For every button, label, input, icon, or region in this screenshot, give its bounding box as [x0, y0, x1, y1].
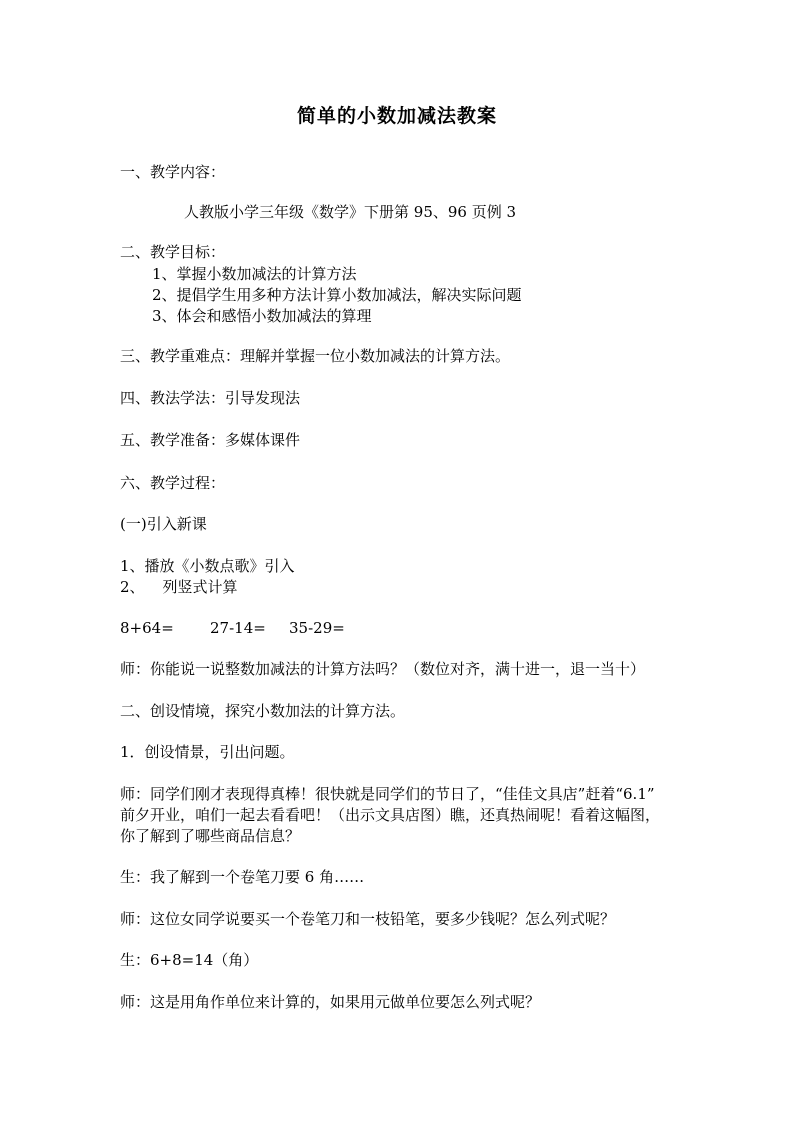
content-text: 人教版小学三年级《数学》下册第 95、96 页例 3 [184, 203, 517, 221]
calc-1: 8+64= [120, 619, 174, 637]
teacher-paragraph-line-2: 前夕开业，咱们一起去看看吧！（出示文具店图）瞧，还真热闹呢！看着这幅图， [120, 806, 661, 824]
key-points: 三、教学重难点：理解并掌握一位小数加减法的计算方法。 [120, 347, 511, 365]
teacher-question-1: 师：你能说一说整数加减法的计算方法吗？（数位对齐，满十进一，退一当十） [120, 660, 646, 678]
calc-2: 27-14= [210, 619, 266, 637]
goals-heading: 二、教学目标： [120, 243, 226, 261]
intro-step-2-number: 2、 [120, 578, 145, 596]
teaching-preparation: 五、教学准备：多媒体课件 [120, 431, 301, 449]
teaching-methods: 四、教法学法：引导发现法 [120, 389, 301, 407]
teacher-paragraph-line-1: 师：同学们刚才表现得真棒！很快就是同学们的节日了，“佳佳文具店”赶着“6.1” [120, 785, 655, 803]
teacher-paragraph-line-3: 你了解到了哪些商品信息？ [120, 827, 301, 845]
intro-step-2 [120, 577, 238, 597]
calc-3: 35-29= [289, 619, 345, 637]
teacher-question-3: 师：这是用角作单位来计算的，如果用元做单位要怎么列式呢？ [120, 993, 541, 1011]
student-answer-2: 生：6+8=14（角） [120, 951, 259, 969]
document-title: 简单的小数加减法教案 [296, 105, 497, 127]
goal-item-3: 3、体会和感悟小数加减法的算理 [152, 307, 372, 325]
intro-step-2-text: 列竖式计算 [162, 578, 238, 596]
teacher-question-2: 师：这位女同学说要买一个卷笔刀和一枝铅笔，要多少钱呢？怎么列式呢？ [120, 910, 616, 928]
goal-item-2: 2、提倡学生用多种方法计算小数加减法，解决实际问题 [152, 286, 522, 304]
student-answer-1: 生：我了解到一个卷笔刀要 6 角…… [120, 868, 365, 886]
situation-heading: 二、创设情境，探究小数加法的计算方法。 [120, 702, 406, 720]
situation-step-1: 1．创设情景，引出问题。 [120, 743, 295, 761]
intro-heading: (一)引入新课 [120, 515, 207, 533]
process-heading: 六、教学过程： [120, 474, 226, 492]
content-heading: 一、教学内容： [120, 163, 226, 181]
goal-item-1: 1、掌握小数加减法的计算方法 [152, 265, 357, 283]
intro-step-1: 1、播放《小数点歌》引入 [120, 557, 295, 575]
